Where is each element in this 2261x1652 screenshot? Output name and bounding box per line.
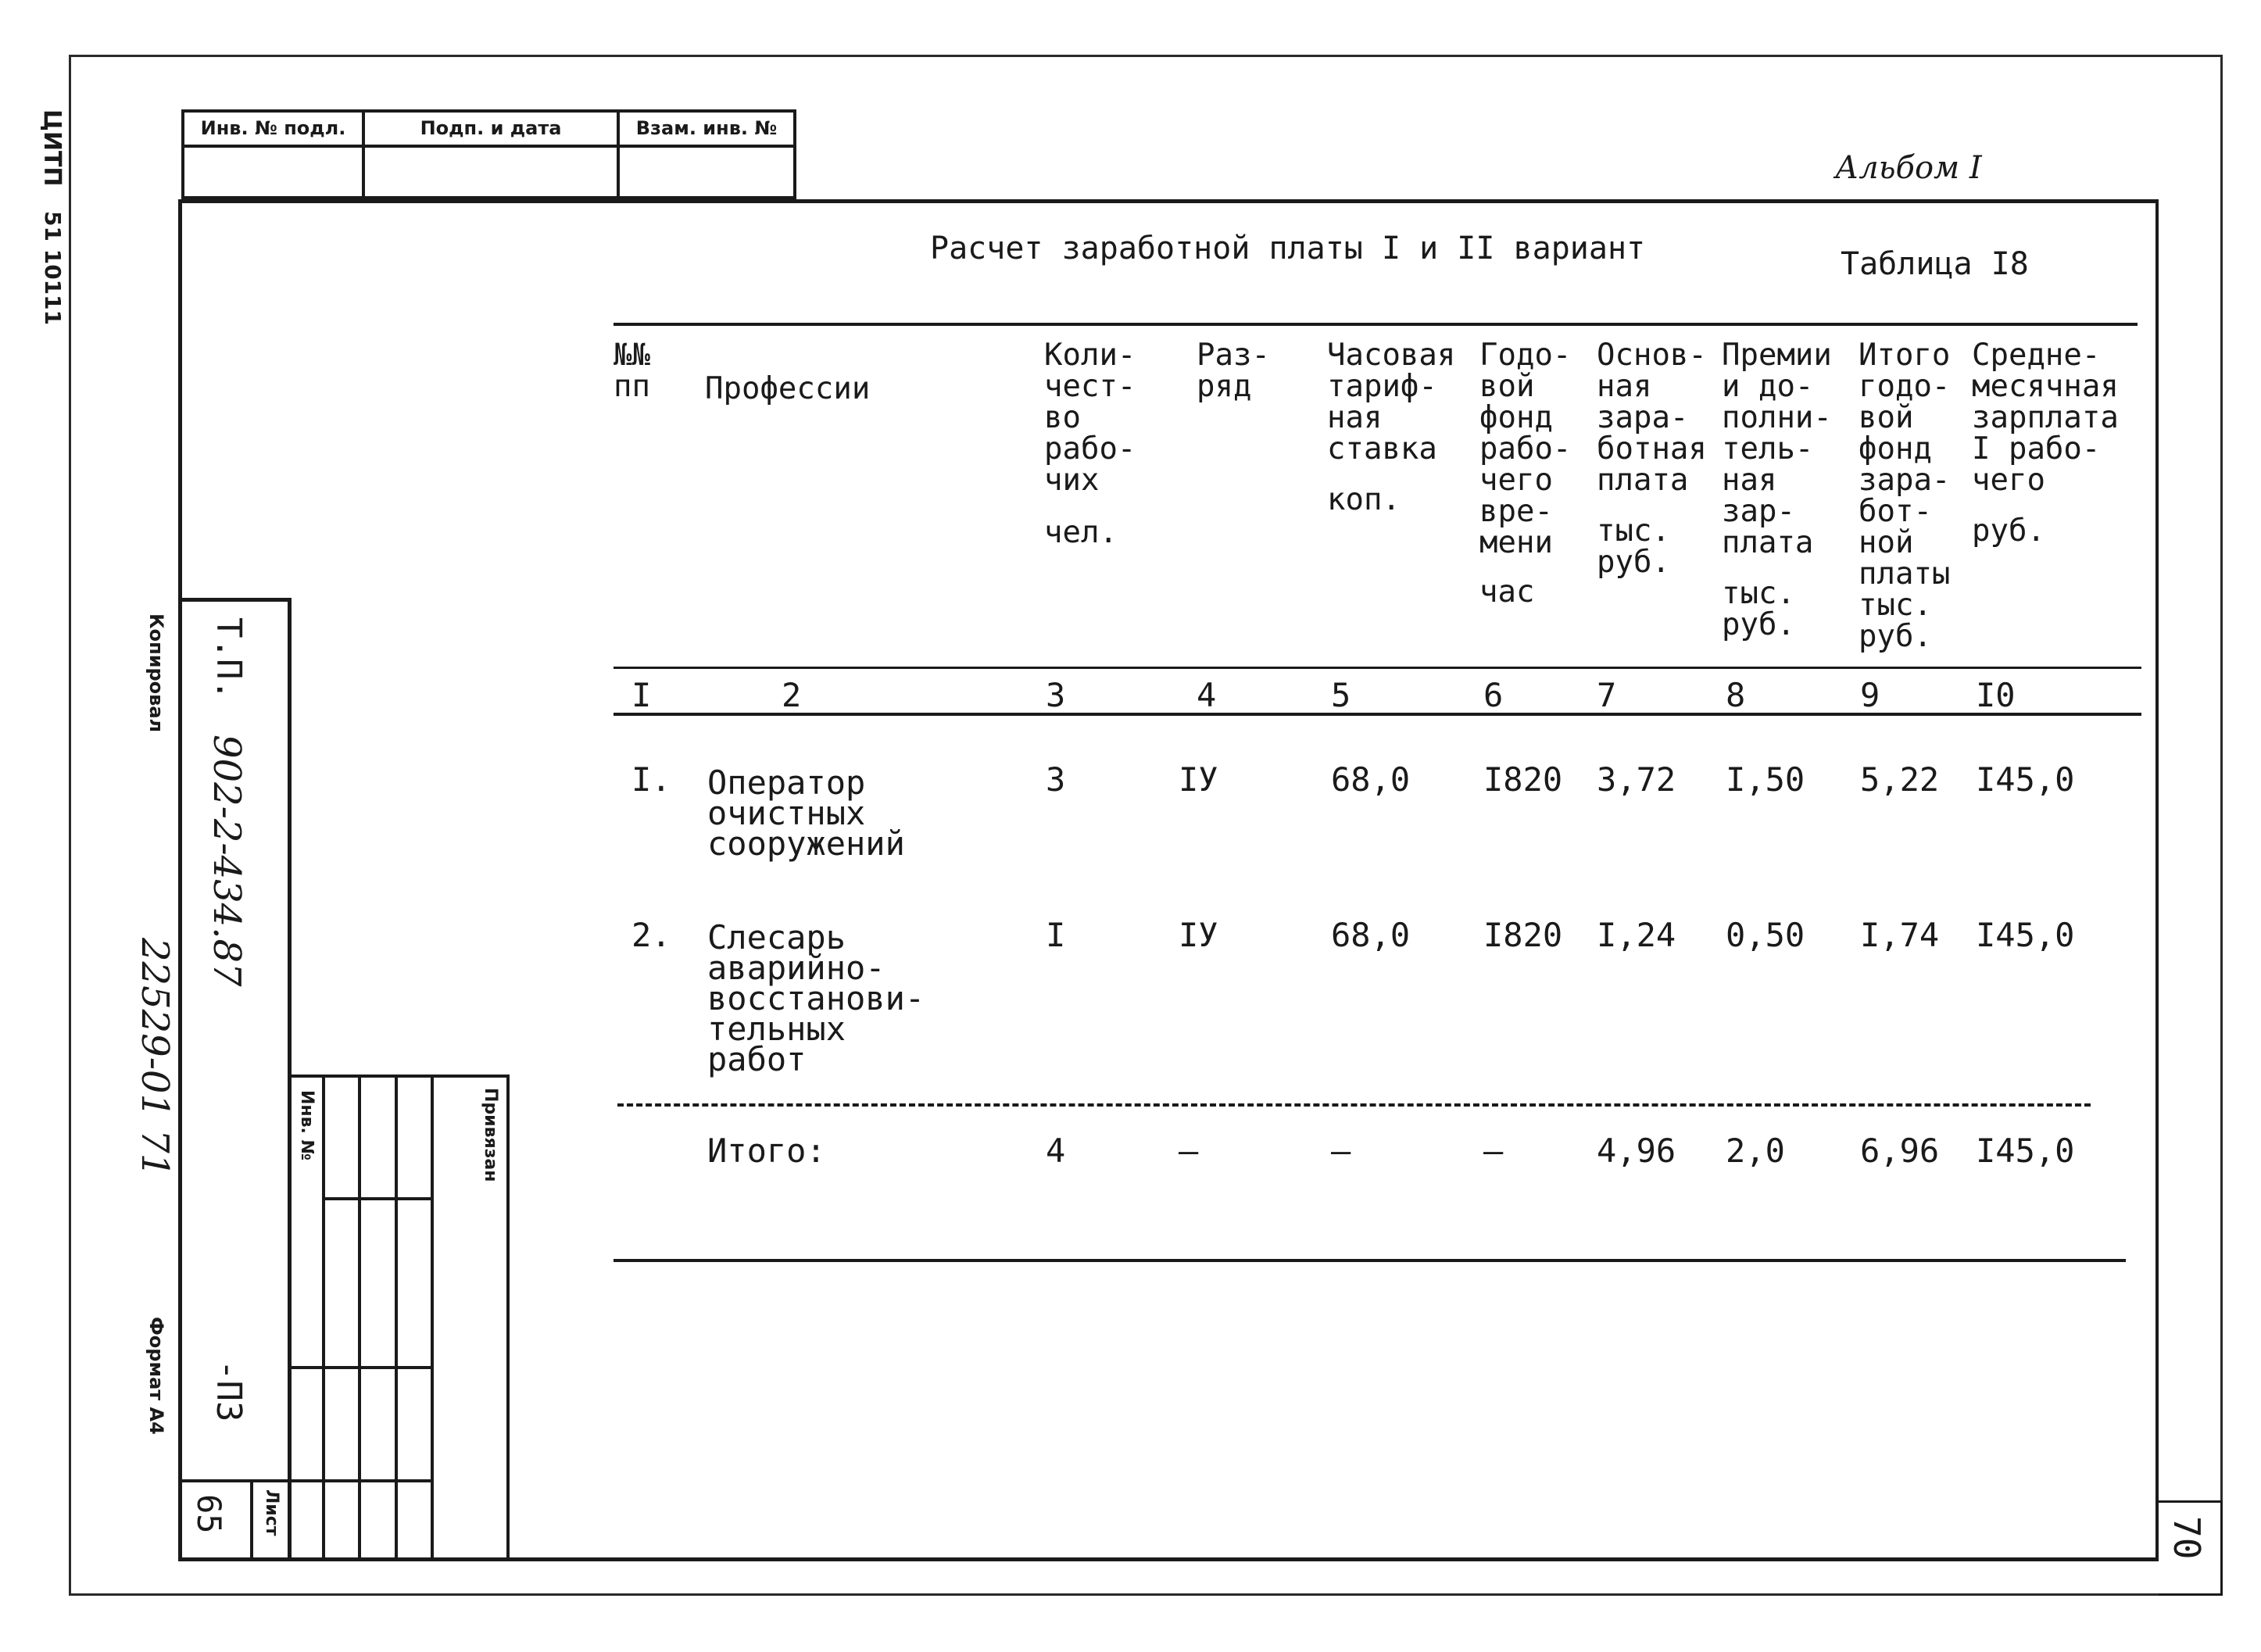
format-label: Формат А4 xyxy=(145,1317,167,1435)
unit-bonus: тыс. руб. xyxy=(1722,576,1795,642)
total-label: Итого: xyxy=(707,1132,826,1170)
table-bottom-rule xyxy=(614,1259,2126,1262)
doc-code-label: 51 10111 xyxy=(40,211,66,326)
table-top-rule xyxy=(614,323,2138,326)
sidebar-section: -ПЗ xyxy=(209,1360,249,1422)
row2-bonus: 0,50 xyxy=(1726,916,1805,954)
header-bottom-rule xyxy=(614,667,2141,669)
total-rate: – xyxy=(1331,1132,1351,1170)
unit-count: чел. xyxy=(1044,515,1118,550)
unit-hours: час xyxy=(1479,574,1535,610)
sidebar-inventory-number: 22529-01 71 xyxy=(133,938,177,1178)
org-label: ЦИТП xyxy=(38,109,66,187)
sidebar-left-border xyxy=(178,598,182,1561)
header-rate: Часовая тариф- ная ставка xyxy=(1327,338,1456,467)
colnum-8: 8 xyxy=(1726,676,1746,714)
row2-monthly: I45,0 xyxy=(1976,916,2075,954)
stamp-inventory-original xyxy=(181,109,365,199)
sheet-cell-divider xyxy=(250,1479,253,1561)
header-bonus: Премии и до- полни- тель- ная зар- плата xyxy=(1722,338,1832,560)
total-grade: – xyxy=(1179,1132,1199,1170)
row1-no: I. xyxy=(631,760,671,799)
inv-grid-line-2 xyxy=(358,1075,361,1561)
total-total: 6,96 xyxy=(1860,1132,1940,1170)
colnum-10: I0 xyxy=(1976,676,2016,714)
header-monthly: Средне- месячная зарплата I рабо- чего xyxy=(1972,338,2119,498)
page-number-divider xyxy=(2155,199,2159,1561)
row1-monthly: I45,0 xyxy=(1976,760,2075,799)
colnum-7: 7 xyxy=(1597,676,1617,714)
header-grade: Раз- ряд xyxy=(1197,338,1270,404)
album-label: Альбом I xyxy=(1835,150,1982,186)
inv-grid-line-3 xyxy=(395,1075,398,1561)
row2-hours: I820 xyxy=(1483,916,1563,954)
sidebar-sheet-divider xyxy=(178,1479,292,1482)
header-total-fund: Итого годо- вой фонд зара- бот- ной платы тыс. руб. xyxy=(1859,338,1951,654)
stamp-signature-date-label: Подп. и дата xyxy=(365,113,617,148)
sidebar-sheet-label: Лист xyxy=(262,1489,281,1536)
inv-grid-row-1 xyxy=(322,1197,434,1200)
row2-profession: Слесарь аварийно- восстанови- тельных работ xyxy=(707,918,925,1078)
row1-profession: Оператор очистных сооружений xyxy=(707,763,905,863)
unit-base-pay: тыс. руб. xyxy=(1597,513,1670,580)
header-count: Коли- чест- во рабо- чих xyxy=(1044,338,1136,498)
unit-rate: коп. xyxy=(1327,482,1401,517)
total-monthly: I45,0 xyxy=(1976,1132,2075,1170)
row1-total: 5,22 xyxy=(1860,760,1940,799)
sidebar-tp: Т.П. xyxy=(209,617,249,700)
inv-grid-row-3 xyxy=(288,1479,434,1482)
row1-hours: I820 xyxy=(1483,760,1563,799)
row1-grade: IУ xyxy=(1179,760,1218,799)
total-count: 4 xyxy=(1046,1132,1066,1170)
row1-count: 3 xyxy=(1046,760,1066,799)
table-number: Таблица I8 xyxy=(1841,246,2029,282)
colnum-3: 3 xyxy=(1046,676,1066,714)
row2-rate: 68,0 xyxy=(1331,916,1411,954)
total-base: 4,96 xyxy=(1597,1132,1676,1170)
colnum-6: 6 xyxy=(1483,676,1504,714)
sidebar-bound-label: Привязан xyxy=(481,1088,500,1182)
colnum-9: 9 xyxy=(1860,676,1880,714)
row2-base: I,24 xyxy=(1597,916,1676,954)
table-title: Расчет заработной платы I и II вариант xyxy=(930,231,1646,266)
total-dashed-rule xyxy=(617,1103,2091,1107)
inv-grid-line-5 xyxy=(506,1075,510,1561)
row1-rate: 68,0 xyxy=(1331,760,1411,799)
copied-label: Копировал xyxy=(145,613,167,733)
total-hours: – xyxy=(1483,1132,1504,1170)
colnum-1: I xyxy=(631,676,652,714)
row1-base: 3,72 xyxy=(1597,760,1676,799)
header-hours: Годо- вой фонд рабо- чего вре- мени xyxy=(1479,338,1572,560)
stamp-inventory-original-label: Инв. № подл. xyxy=(184,113,362,148)
colnum-bottom-rule xyxy=(614,713,2141,716)
inv-grid-top xyxy=(288,1075,510,1078)
sidebar-top-border xyxy=(178,598,292,602)
sidebar-right-border xyxy=(288,598,292,1561)
sidebar-project-code: 902-2-434.87 xyxy=(205,735,249,987)
header-profession: Профессии xyxy=(705,371,871,406)
row2-grade: IУ xyxy=(1179,916,1218,954)
row2-total: I,74 xyxy=(1860,916,1940,954)
stamp-replacement-inventory-label: Взам. инв. № xyxy=(620,113,793,148)
stamp-replacement-inventory xyxy=(617,109,796,199)
colnum-2: 2 xyxy=(782,676,802,714)
inv-grid-line-1 xyxy=(322,1075,325,1561)
sidebar-inv-label: Инв. № xyxy=(297,1090,317,1161)
row2-no: 2. xyxy=(631,916,671,954)
colnum-5: 5 xyxy=(1331,676,1351,714)
inv-grid-row-2 xyxy=(288,1366,434,1369)
unit-monthly: руб. xyxy=(1972,513,2045,549)
sidebar-sheet-value: 65 xyxy=(190,1494,228,1534)
header-no: №№ пп xyxy=(614,338,650,404)
row2-count: I xyxy=(1046,916,1066,954)
stamp-signature-date xyxy=(362,109,620,199)
inv-grid-line-4 xyxy=(431,1075,434,1561)
page-number: 70 xyxy=(2166,1516,2208,1560)
colnum-4: 4 xyxy=(1197,676,1217,714)
header-base-pay: Основ- ная зара- ботная плата xyxy=(1597,338,1707,498)
total-bonus: 2,0 xyxy=(1726,1132,1785,1170)
row1-bonus: I,50 xyxy=(1726,760,1805,799)
